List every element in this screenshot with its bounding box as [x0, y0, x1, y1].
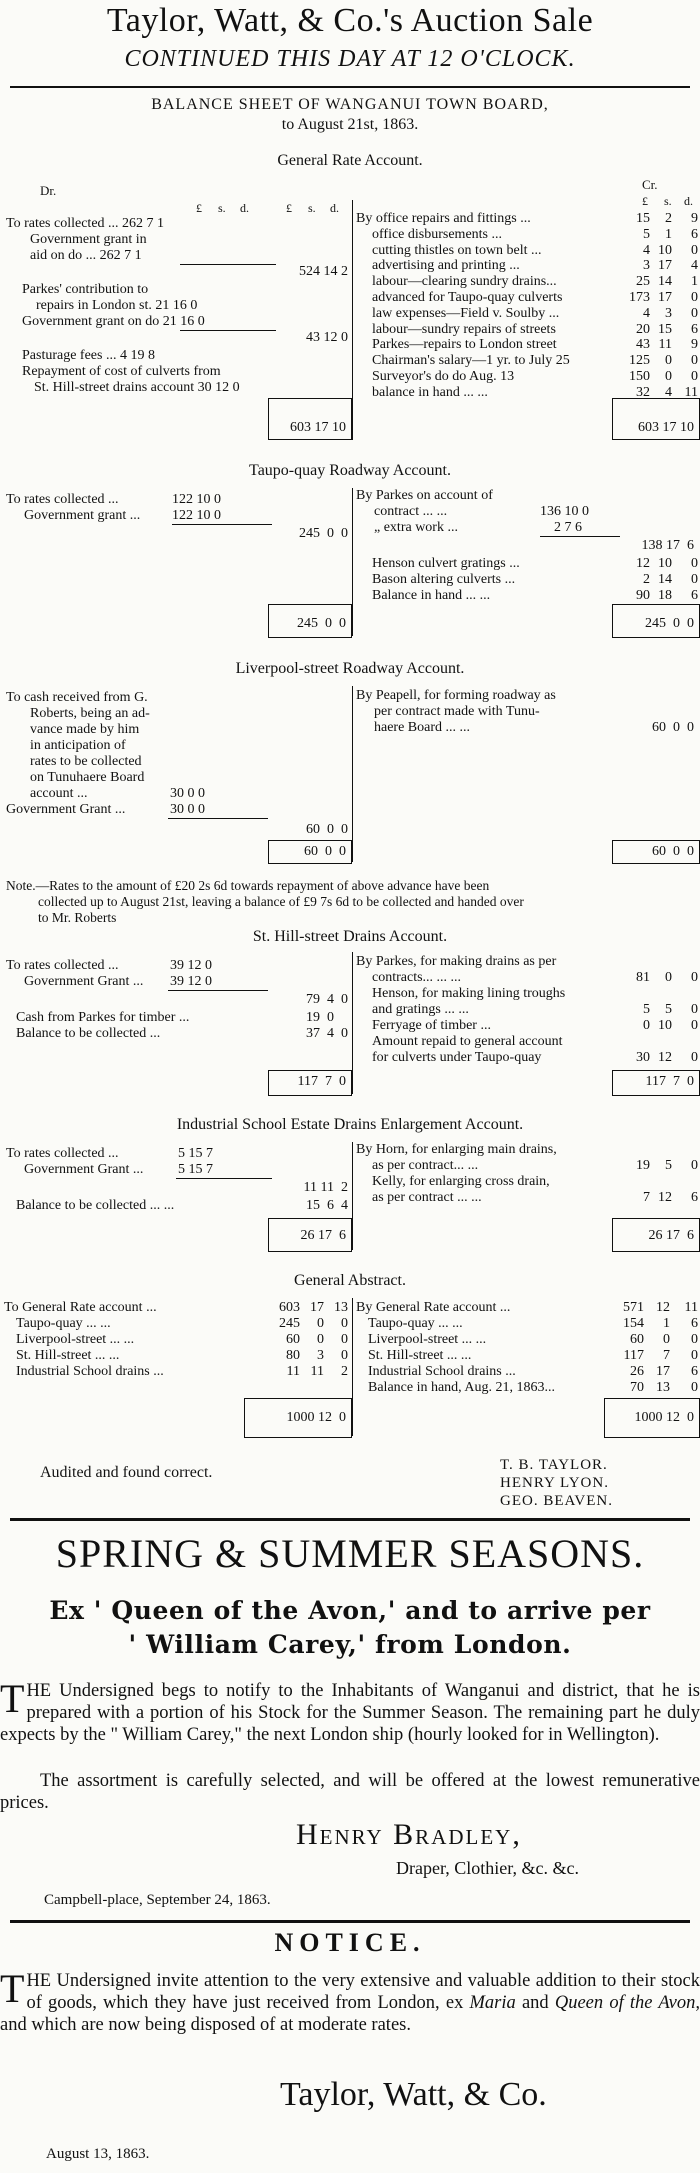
auditor-name: HENRY LYON. [500, 1475, 609, 1491]
gr-right-amount: 15 [636, 211, 650, 226]
spring-sub2: ' William Carey,' from London. [128, 1630, 572, 1659]
sthill-right-amount: 10 [658, 1018, 672, 1033]
ind-left-line: Balance to be collected ... ... [16, 1198, 175, 1213]
abs-right-amount: 17 [656, 1364, 670, 1379]
gr-right-amount: 15 [658, 321, 672, 337]
notice-text: and which are now being disposed of at moderate rates. [0, 2015, 411, 2035]
sthill-right-amount: 0 [691, 1050, 698, 1065]
gr-right-amount: 11 [658, 337, 672, 353]
gr-left-line: Pasturage fees ... 4 19 8 [22, 348, 155, 363]
dr-label: Dr. [40, 183, 57, 198]
lv-total-right: 60 0 0 [652, 844, 694, 859]
taupo-left-label: Government grant ... [24, 508, 141, 523]
abs-left-amount: 11 [286, 1364, 300, 1379]
gr-right-amount: 4 [643, 242, 650, 258]
taupo-right-line: By Parkes on account of [356, 488, 493, 503]
gr-right-amount: 173 [629, 290, 650, 305]
abs-right-amount: 0 [691, 1380, 698, 1395]
dropcap: T [0, 1676, 25, 1721]
divider [10, 1920, 690, 1923]
spring-paragraph [0, 1676, 700, 1746]
general-rate-title: General Rate Account. [277, 152, 423, 169]
ind-right-amount: 19 [636, 1158, 650, 1173]
liverpool-note: Note.—Rates to the amount of £20 2s 6d towards repayment of above advance have been [6, 878, 490, 893]
abs-right-amount: 1 [663, 1316, 670, 1331]
gr-right-amount: 3 [643, 258, 650, 274]
divider [10, 1518, 690, 1521]
audit-names [500, 1456, 613, 1510]
taupo-total-left: 245 0 0 [297, 616, 346, 631]
taupo-right-amt: 2 7 6 [554, 520, 582, 535]
abs-right-label: By General Rate account ... [356, 1300, 511, 1315]
taupo-right-sub: 138 17 6 [641, 538, 694, 553]
lv-left-line: To cash received from G. [6, 690, 148, 705]
gr-left-line: St. Hill-street drains account 30 12 0 [34, 380, 240, 395]
ind-left-line: Government Grant ... [24, 1162, 144, 1177]
sthill-right-label: By Parkes, for making drains as per [356, 954, 557, 969]
abs-right-amount: 0 [663, 1332, 670, 1347]
abs-left-amount: 0 [341, 1348, 348, 1363]
gr-right-label: labour—sundry repairs of streets [372, 321, 556, 337]
ind-right-label: Kelly, for enlarging cross drain, [372, 1174, 550, 1189]
auction-subtitle: CONTINUED THIS DAY AT 12 O'CLOCK. [124, 46, 576, 72]
gr-right-label: labour—clearing sundry drains... [372, 274, 557, 290]
ship-name: Queen of the Avon, [554, 1993, 700, 2013]
ind-right-label: By Horn, for enlarging main drains, [356, 1142, 557, 1157]
abs-right-label: St. Hill-street ... ... [368, 1348, 472, 1363]
gr-left-line: Parkes' contribution to [22, 282, 149, 297]
abstract-title: General Abstract. [294, 1272, 406, 1289]
sthill-left-amt: 37 4 0 [306, 1026, 348, 1041]
abs-left-amount: 2 [341, 1364, 348, 1379]
abs-left-amount: 0 [341, 1316, 348, 1331]
gr-left-line: aid on do ... 262 7 1 [30, 248, 142, 263]
gr-right-amount: 1 [691, 274, 698, 290]
lv-right-line: By Peapell, for forming roadway as [356, 688, 556, 703]
gr-right-amount: 5 [643, 226, 650, 242]
sthill-right-amount: 81 [636, 970, 650, 985]
gr-right-label: Parkes—repairs to London street [372, 337, 557, 353]
gr-right-label: advertising and printing ... [372, 258, 520, 274]
abs-left-amount: 11 [310, 1364, 324, 1379]
gr-right-label: Surveyor's do do Aug. 13 [372, 369, 515, 384]
ind-left-amt: 15 6 4 [306, 1198, 348, 1213]
taupo-left-label: To rates collected ... [6, 492, 119, 507]
gr-right-amount: 125 [629, 353, 650, 369]
abs-right-amount: 60 [630, 1332, 644, 1347]
sthill-right-amount: 30 [636, 1050, 650, 1065]
abs-left-amount: 0 [317, 1332, 324, 1347]
spring-signer: Henry Bradley, [296, 1818, 522, 1851]
taupo-title: Taupo-quay Roadway Account. [249, 462, 451, 479]
taupo-right-label: Balance in hand ... ... [372, 588, 491, 603]
notice-heading: NOTICE. [274, 1928, 426, 1957]
abs-left-amount: 245 [279, 1316, 300, 1331]
dropcap: T [0, 1966, 25, 2011]
sthill-right-label: for culverts under Taupo-quay [372, 1050, 542, 1065]
ind-total-left: 26 17 6 [300, 1228, 346, 1243]
abs-left-amount: 80 [286, 1348, 300, 1363]
abs-left-label: Liverpool-street ... ... [16, 1332, 135, 1347]
gr-right-amount: 0 [691, 242, 698, 258]
lv-right-line: per contract made with Tunu- [374, 704, 540, 719]
lv-left-line: on Tunuhaere Board [30, 770, 145, 785]
sthill-left-amt: 19 0 [306, 1010, 334, 1025]
abs-left-label: St. Hill-street ... ... [16, 1348, 120, 1363]
cr-col-pence: d. [684, 194, 693, 208]
taupo-total-right: 245 0 0 [645, 616, 694, 631]
notice-text: and [515, 1993, 555, 2013]
lv-left-sub: 60 0 0 [306, 822, 348, 837]
taupo-right-label: Bason altering culverts ... [372, 572, 516, 587]
sthill-right-amount: 0 [691, 1018, 698, 1033]
sthill-left-amt: 39 12 0 [170, 958, 212, 973]
abs-right-label: Liverpool-street ... ... [368, 1332, 487, 1347]
abs-right-amount: 12 [656, 1300, 670, 1315]
abs-right-amount: 13 [656, 1380, 670, 1395]
col-shillings-2: s. [308, 201, 316, 215]
sthill-left-line: Balance to be collected ... [16, 1026, 161, 1041]
gr-right-amount: 17 [658, 258, 672, 274]
cr-label: Cr. [642, 177, 658, 192]
abs-left-amount: 13 [334, 1300, 348, 1315]
sthill-title: St. Hill-street Drains Account. [252, 928, 448, 945]
notice-date: August 13, 1863. [46, 2146, 150, 2162]
gr-right-amount: 4 [691, 258, 698, 274]
abs-right-amount: 154 [623, 1316, 644, 1331]
sthill-right-amount: 5 [665, 1002, 672, 1017]
lv-left-amt: 30 0 0 [170, 802, 205, 817]
general-rate-account [0, 0, 700, 440]
sthill-right-label: Ferryage of timber ... [372, 1018, 491, 1033]
gr-right-amount: 6 [691, 321, 698, 337]
gr-right-amount: 0 [691, 305, 698, 321]
abs-left-amount: 0 [341, 1332, 348, 1347]
ind-left-amt: 5 15 7 [178, 1162, 213, 1177]
auditor-name: T. B. TAYLOR. [500, 1457, 608, 1473]
abs-left-label: To General Rate account ... [4, 1300, 157, 1315]
spring-place: Campbell-place, September 24, 1863. [44, 1892, 271, 1908]
lv-left-line: rates to be collected [30, 754, 142, 769]
sthill-left-sub: 79 4 0 [306, 992, 348, 1007]
gr-right-amount: 3 [665, 305, 672, 321]
cr-col-pounds: £ [642, 194, 648, 208]
sthill-total-right: 117 7 0 [645, 1074, 694, 1089]
abstract-total-left: 1000 12 0 [286, 1410, 346, 1425]
taupo-right-amount: 6 [691, 588, 698, 603]
taupo-right-amount: 2 [643, 572, 650, 587]
spring-paragraph-2: The assortment is carefully selected, and will be offered at the lowest remunerative prices. [0, 1771, 700, 1813]
gr-right-amount: 11 [684, 384, 698, 400]
col-pence: d. [240, 201, 249, 215]
gr-right-label: office disbursements ... [372, 226, 502, 242]
gr-right-amount: 32 [636, 384, 650, 400]
abs-right-amount: 0 [691, 1348, 698, 1363]
ind-right-label: as per contract... ... [372, 1158, 479, 1173]
sthill-left-line: Government Grant ... [24, 974, 144, 989]
notice-text: HE Undersigned invite attention to the very extensive and valuable addition to their stock of goods, which they have just received from London, ex [26, 1971, 700, 2013]
abs-left-label: Industrial School drains ... [16, 1364, 164, 1379]
ind-total-right: 26 17 6 [648, 1228, 694, 1243]
lv-right-amt: 60 0 0 [652, 720, 694, 735]
gr-right-label: Chairman's salary—1 yr. to July 25 [372, 353, 570, 369]
ship-name: Maria [469, 1993, 516, 2013]
gr-right-label: law expenses—Field v. Soulby ... [372, 305, 560, 321]
taupo-left-sub: 245 0 0 [299, 526, 348, 541]
gr-right-amount: 4 [665, 384, 672, 400]
gr-total-left: 603 17 10 [290, 420, 346, 435]
taupo-right-amount: 18 [658, 588, 672, 603]
gr-total-right: 603 17 10 [638, 420, 694, 435]
abs-right-amount: 6 [691, 1316, 698, 1331]
gr-right-amount: 14 [658, 274, 672, 290]
sthill-right-amount: 0 [643, 1018, 650, 1033]
col-pounds-2: £ [286, 201, 292, 215]
abs-right-amount: 26 [630, 1364, 644, 1379]
col-shillings: s. [218, 201, 226, 215]
abs-left-amount: 3 [317, 1348, 324, 1363]
abs-right-amount: 70 [630, 1380, 644, 1395]
sthill-left-line: Cash from Parkes for timber ... [16, 1010, 190, 1025]
liverpool-note: collected up to August 21st, leaving a balance of £9 7s 6d to be collected and handed over [38, 894, 524, 909]
abs-left-amount: 0 [317, 1316, 324, 1331]
lv-left-line: account ... [30, 786, 88, 801]
gr-right-amount: 1 [665, 226, 672, 242]
spring-sub1: Ex ' Queen of the Avon,' and to arrive per [49, 1596, 651, 1625]
lv-left-line: Government Grant ... [6, 802, 126, 817]
abs-left-amount: 603 [279, 1300, 300, 1315]
notice-paragraph [0, 1966, 700, 2036]
balance-title: BALANCE SHEET OF WANGANUI TOWN BOARD, [151, 96, 549, 113]
taupo-right-amt: 136 10 0 [540, 504, 589, 519]
cr-col-shillings: s. [664, 194, 672, 208]
lv-left-amt: 30 0 0 [170, 786, 205, 801]
ind-right-label: as per contract ... ... [372, 1190, 482, 1205]
taupo-right-amount: 10 [658, 556, 672, 571]
gr-right-amount: 0 [691, 369, 698, 384]
gr-right-amount: 43 [636, 337, 650, 353]
gr-left-line: Government grant on do 21 16 0 [22, 314, 205, 329]
taupo-right-line: „ extra work ... [374, 520, 458, 535]
lv-left-line: in anticipation of [30, 738, 126, 753]
col-pounds: £ [196, 201, 202, 215]
sthill-left-amt: 39 12 0 [170, 974, 212, 989]
gr-left-line: 43 12 0 [306, 330, 348, 345]
gr-right-label: balance in hand ... ... [372, 384, 488, 400]
taupo-left-amt: 122 10 0 [172, 508, 221, 523]
ind-right-amount: 7 [643, 1190, 650, 1205]
gr-right-amount: 0 [691, 290, 698, 305]
lv-right-line: haere Board ... ... [374, 720, 471, 735]
gr-right-amount: 17 [658, 290, 672, 305]
gr-left-line: 524 14 2 [299, 264, 348, 279]
sthill-right-label: contracts... ... ... [372, 970, 462, 985]
sthill-right-amount: 0 [665, 970, 672, 985]
col-pence-2: d. [330, 201, 339, 215]
balance-date: to August 21st, 1863. [281, 116, 419, 133]
ind-left-amt: 5 15 7 [178, 1146, 213, 1161]
sthill-right-label: Henson, for making lining troughs [372, 986, 566, 1001]
abs-left-amount: 60 [286, 1332, 300, 1347]
ind-right-amount: 6 [691, 1190, 698, 1205]
gr-right-amount: 6 [691, 226, 698, 242]
ind-right-amount: 0 [691, 1158, 698, 1173]
spring-text: HE Undersigned begs to notify to the Inhabitants of Wanganui and district, that he is prepared with a portion of his Stock for the Summer Season. The remaining part he duly expects by the " William Carey," the next London ship (hourly looked for in Wellington). [0, 1681, 700, 1745]
audit-text: Audited and found correct. [40, 1464, 213, 1481]
liverpool-title: Liverpool-street Roadway Account. [235, 660, 465, 677]
abstract-total-right: 1000 12 0 [634, 1410, 694, 1425]
ind-left-line: To rates collected ... [6, 1146, 119, 1161]
abs-right-amount: 7 [663, 1348, 670, 1363]
lv-left-line: Roberts, being an ad- [30, 706, 150, 721]
abs-right-label: Balance in hand, Aug. 21, 1863... [368, 1380, 556, 1395]
gr-right-amount: 25 [636, 274, 650, 290]
sthill-left-line: To rates collected ... [6, 958, 119, 973]
abs-right-amount: 571 [623, 1300, 644, 1315]
sthill-right-amount: 12 [658, 1050, 672, 1065]
gr-left-line: Repayment of cost of culverts from [22, 364, 221, 379]
sthill-right-label: Amount repaid to general account [372, 1034, 563, 1049]
industrial-title: Industrial School Estate Drains Enlargement Account. [176, 1116, 524, 1133]
ind-right-amount: 5 [665, 1158, 672, 1173]
sthill-right-amount: 5 [643, 1002, 650, 1017]
gr-right-amount: 0 [665, 353, 672, 369]
gr-right-amount: 0 [665, 369, 672, 384]
ind-right-amount: 12 [658, 1190, 672, 1205]
spring-trade: Draper, Clothier, &c. &c. [396, 1858, 579, 1878]
gr-right-amount: 0 [691, 353, 698, 369]
gr-right-amount: 9 [691, 337, 698, 353]
gr-left-line: To rates collected ... 262 7 1 [6, 216, 165, 231]
sthill-right-amount: 0 [691, 970, 698, 985]
abs-right-amount: 6 [691, 1364, 698, 1379]
gr-right-amount: 20 [636, 321, 650, 337]
lv-total-left: 60 0 0 [304, 844, 346, 859]
taupo-right-amount: 90 [636, 588, 650, 603]
gr-right-amount: 4 [643, 305, 650, 321]
abs-right-amount: 0 [691, 1332, 698, 1347]
gr-right-label: advanced for Taupo-quay culverts [372, 290, 563, 305]
taupo-right-amount: 0 [691, 556, 698, 571]
lv-left-line: vance made by him [30, 722, 140, 737]
abs-left-label: Taupo-quay ... ... [16, 1316, 111, 1331]
abs-right-label: Industrial School drains ... [368, 1364, 516, 1379]
gr-left-line: Government grant in [30, 232, 147, 247]
liverpool-note: to Mr. Roberts [38, 910, 117, 925]
taupo-right-label: Henson culvert gratings ... [372, 556, 520, 571]
abs-right-label: Taupo-quay ... ... [368, 1316, 463, 1331]
notice-signer: Taylor, Watt, & Co. [280, 2076, 547, 2113]
gr-right-amount: 10 [658, 242, 672, 258]
sthill-right-amount: 0 [691, 1002, 698, 1017]
auditor-name: GEO. BEAVEN. [500, 1493, 613, 1509]
auction-title: Taylor, Watt, & Co.'s Auction Sale [106, 2, 594, 39]
gr-right-amount: 150 [629, 369, 650, 384]
gr-right-amount: 2 [665, 211, 672, 226]
spring-heading: SPRING & SUMMER SEASONS. [55, 1531, 645, 1576]
sthill-right-label: and gratings ... ... [372, 1002, 469, 1017]
ind-left-sub: 11 11 2 [303, 1180, 348, 1195]
taupo-left-amt: 122 10 0 [172, 492, 221, 507]
taupo-right-amount: 14 [658, 572, 672, 587]
gr-right-amount: 9 [691, 211, 698, 226]
taupo-right-amount: 12 [636, 556, 650, 571]
abs-left-amount: 17 [310, 1300, 324, 1315]
gr-left-line: repairs in London st. 21 16 0 [36, 298, 198, 313]
abs-right-amount: 11 [684, 1300, 698, 1315]
gr-right-label: By office repairs and fittings ... [356, 211, 531, 226]
sthill-total-left: 117 7 0 [297, 1074, 346, 1089]
gr-right-label: cutting thistles on town belt ... [372, 242, 542, 258]
abs-right-amount: 117 [623, 1348, 644, 1363]
taupo-right-line: contract ... ... [374, 504, 448, 519]
taupo-right-amount: 0 [691, 572, 698, 587]
